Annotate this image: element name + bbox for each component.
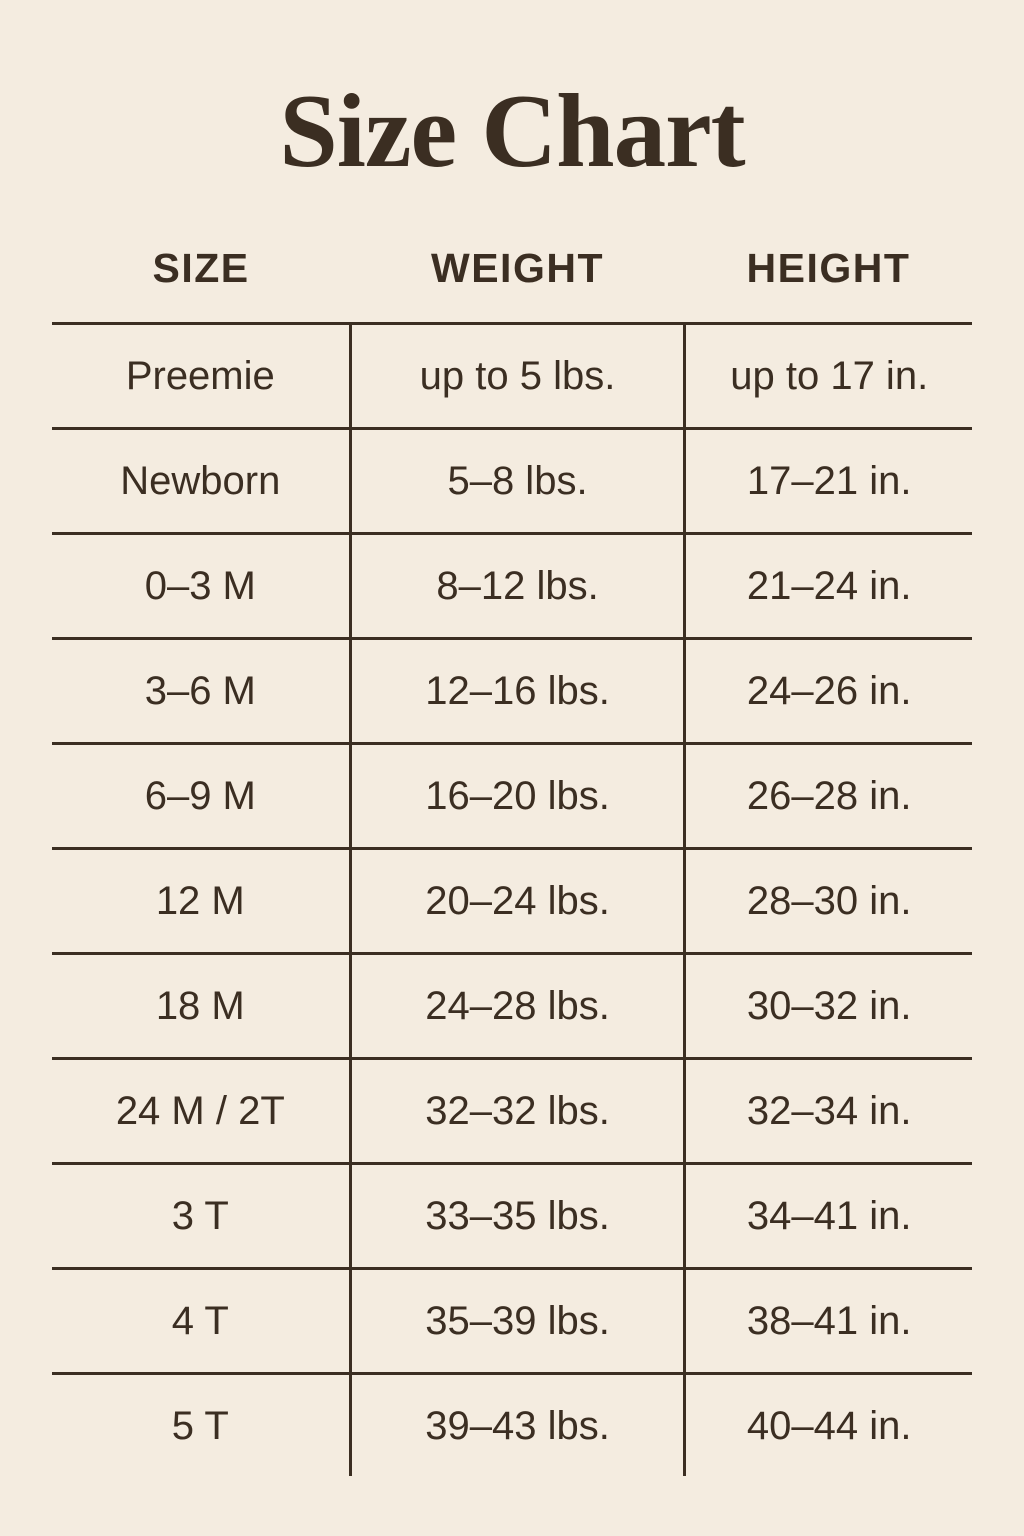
table-row: [52, 744, 972, 849]
table-row: [52, 534, 972, 639]
table-row: [52, 1374, 972, 1477]
cell-size: 0–3 M: [52, 534, 350, 639]
column-header-size: SIZE: [52, 245, 350, 324]
cell-weight: up to 5 lbs.: [350, 324, 685, 429]
cell-height: 24–26 in.: [685, 639, 972, 744]
table-row: [52, 324, 972, 429]
cell-size: Preemie: [52, 324, 350, 429]
cell-size: 6–9 M: [52, 744, 350, 849]
cell-weight: 33–35 lbs.: [350, 1164, 685, 1269]
table-row: [52, 1269, 972, 1374]
cell-weight: 8–12 lbs.: [350, 534, 685, 639]
cell-size: 3 T: [52, 1164, 350, 1269]
size-chart-table-wrap: [52, 183, 972, 1476]
cell-size: Newborn: [52, 429, 350, 534]
size-chart-table: [52, 245, 972, 1476]
cell-size: 24 M / 2T: [52, 1059, 350, 1164]
page-title: Size Chart: [279, 72, 745, 189]
cell-weight: 20–24 lbs.: [350, 849, 685, 954]
cell-weight: 5–8 lbs.: [350, 429, 685, 534]
column-header-weight: WEIGHT: [350, 245, 685, 324]
cell-height: up to 17 in.: [685, 324, 972, 429]
cell-size: 3–6 M: [52, 639, 350, 744]
cell-size: 12 M: [52, 849, 350, 954]
table-row: [52, 429, 972, 534]
cell-weight: 24–28 lbs.: [350, 954, 685, 1059]
cell-height: 34–41 in.: [685, 1164, 972, 1269]
cell-weight: 35–39 lbs.: [350, 1269, 685, 1374]
cell-height: 17–21 in.: [685, 429, 972, 534]
cell-weight: 32–32 lbs.: [350, 1059, 685, 1164]
table-row: [52, 639, 972, 744]
cell-size: 4 T: [52, 1269, 350, 1374]
cell-height: 21–24 in.: [685, 534, 972, 639]
cell-weight: 39–43 lbs.: [350, 1374, 685, 1477]
table-row: [52, 954, 972, 1059]
cell-size: 18 M: [52, 954, 350, 1059]
table-head: [52, 245, 972, 324]
table-row: [52, 849, 972, 954]
cell-weight: 16–20 lbs.: [350, 744, 685, 849]
column-header-height: HEIGHT: [685, 245, 972, 324]
cell-height: 30–32 in.: [685, 954, 972, 1059]
cell-height: 32–34 in.: [685, 1059, 972, 1164]
cell-height: 38–41 in.: [685, 1269, 972, 1374]
cell-height: 28–30 in.: [685, 849, 972, 954]
table-row: [52, 1059, 972, 1164]
cell-height: 40–44 in.: [746, 1403, 912, 1448]
table-row: [52, 1164, 972, 1269]
cell-weight: 12–16 lbs.: [350, 639, 685, 744]
table-body: [52, 324, 972, 1477]
table-header-row: [52, 245, 972, 324]
cell-height: 26–28 in.: [685, 744, 972, 849]
cell-size: 5 T: [171, 1403, 229, 1448]
